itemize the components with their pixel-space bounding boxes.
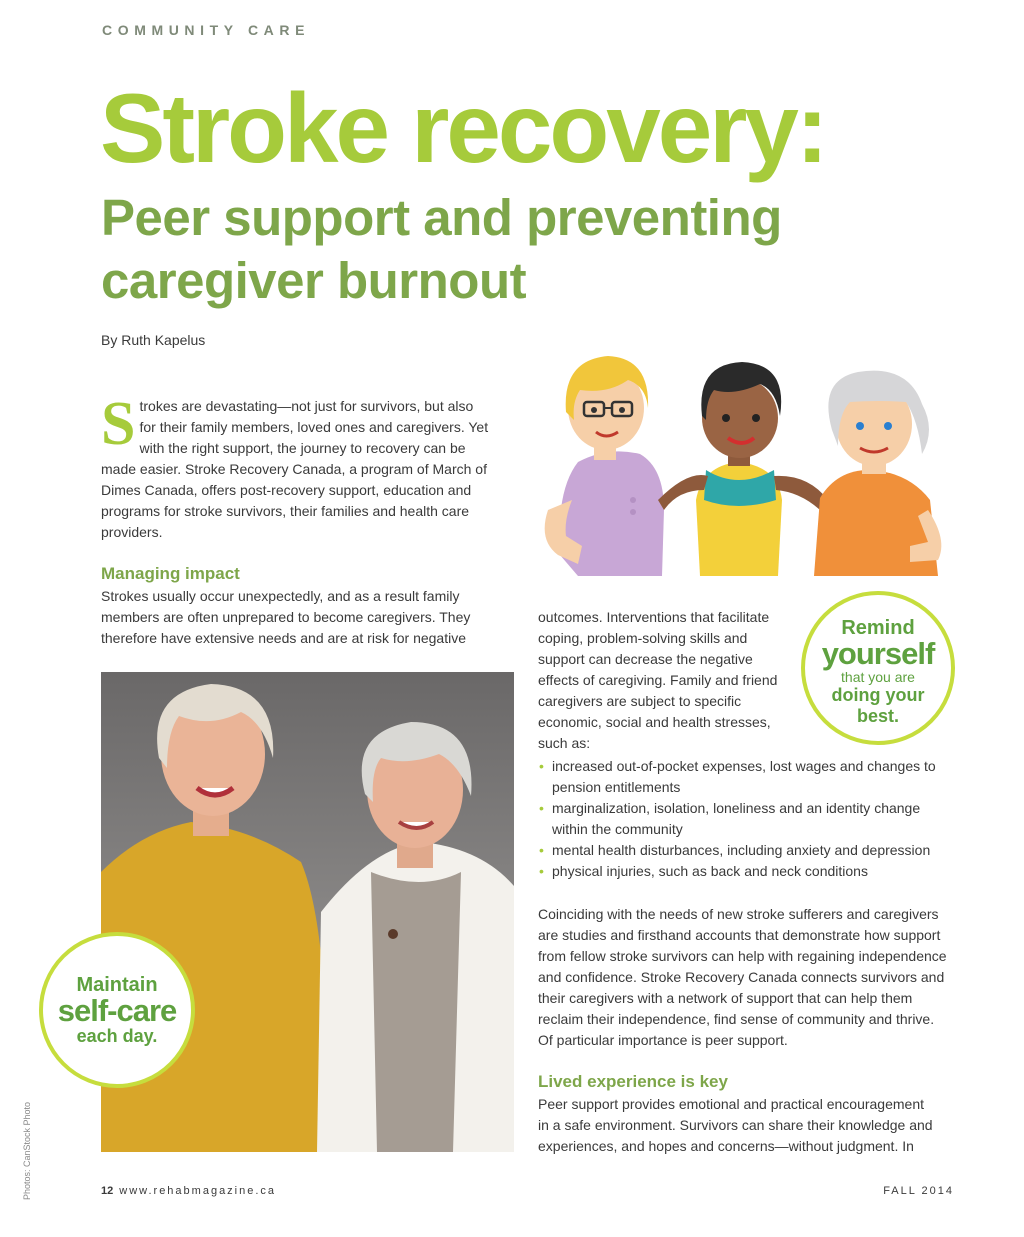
list-item: • physical injuries, such as back and neck conditions [538, 861, 948, 882]
stress-list [538, 756, 948, 882]
callout-maintain-self-care [39, 932, 195, 1088]
article-subtitle [101, 186, 782, 312]
intro-text: trokes are devastating—not just for survivors, but also for their family members, loved ones and caregivers. Yet with the right support, the journey to recovery can be made easier. Stroke Recovery Canada, a program of March of Dimes Canada, offers post-recovery support, education and programs for stroke survivors, their families and health care providers. [101, 398, 489, 540]
section-kicker: COMMUNITY CARE [102, 22, 311, 38]
coinciding-paragraph: Coinciding with the needs of new stroke sufferers and caregivers are studies and firsthand accounts that demonstrate how support from fellow stroke survivors can help with regaining independence and confidence. Stroke Recovery Canada connects survivors and their caregivers with a network of support that can help them reclaim their independence, find sense of community and thrive. Of particular importance is peer support. [538, 906, 947, 1048]
callout-remind-yourself [801, 591, 955, 745]
footer-issue: FALL 2014 [883, 1185, 954, 1197]
subtitle-line-2: caregiver burnout [101, 252, 527, 309]
article-title: Stroke recovery: [100, 73, 826, 183]
list-item: • increased out-of-pocket expenses, lost wages and changes to pension entitlements [538, 756, 948, 798]
byline: By Ruth Kapelus [101, 332, 206, 348]
page-number: 12 [101, 1185, 114, 1197]
column2-paragraph: outcomes. Interventions that facilitate coping, problem-solving skills and support can decrease the negative effects of caregiving. Family and friend caregivers are subject to specific economic, social and health stresses, such as: [538, 609, 778, 751]
callout-best: best. [856, 706, 899, 726]
callout-doing-your: doing your [831, 685, 925, 705]
callout-remind-word: Remind [841, 617, 915, 639]
managing-impact-heading: Managing impact [101, 564, 240, 583]
lived-experience-text: Peer support provides emotional and practical encouragement in a safe environment. Survivors can share their knowledge and experiences, and hopes and concerns—without judgment. In [538, 1096, 933, 1154]
photo-credit: Photos: CanStock Photo [22, 1101, 32, 1200]
two-women-photo [101, 672, 514, 1152]
list-item: • mental health disturbances, including anxiety and depression [538, 840, 948, 861]
footer-website: www.rehabmagazine.ca [119, 1185, 277, 1197]
lived-experience-heading: Lived experience is key [538, 1072, 728, 1091]
subtitle-line-1: Peer support and preventing [101, 189, 782, 246]
callout-maintain-word: Maintain [76, 974, 158, 996]
drop-cap: S [101, 390, 136, 458]
callout-self-care-word: self-care [57, 993, 177, 1028]
right-woman-top [371, 872, 461, 1152]
photo-drawing [101, 672, 514, 1152]
callout-yourself-word: yourself [821, 636, 935, 671]
footer-left [101, 1185, 276, 1197]
callout-each-day: each day. [76, 1026, 158, 1046]
callout-that-you-are: that you are [841, 669, 915, 685]
managing-impact-text: Strokes usually occur unexpectedly, and as a result family members are often unprepared to become caregivers. They therefore have extensive needs and are at risk for negative [101, 588, 471, 646]
intro-paragraph [101, 390, 491, 543]
three-women-illustration [538, 350, 952, 576]
list-item: • marginalization, isolation, loneliness and an identity change within the community [538, 798, 948, 840]
